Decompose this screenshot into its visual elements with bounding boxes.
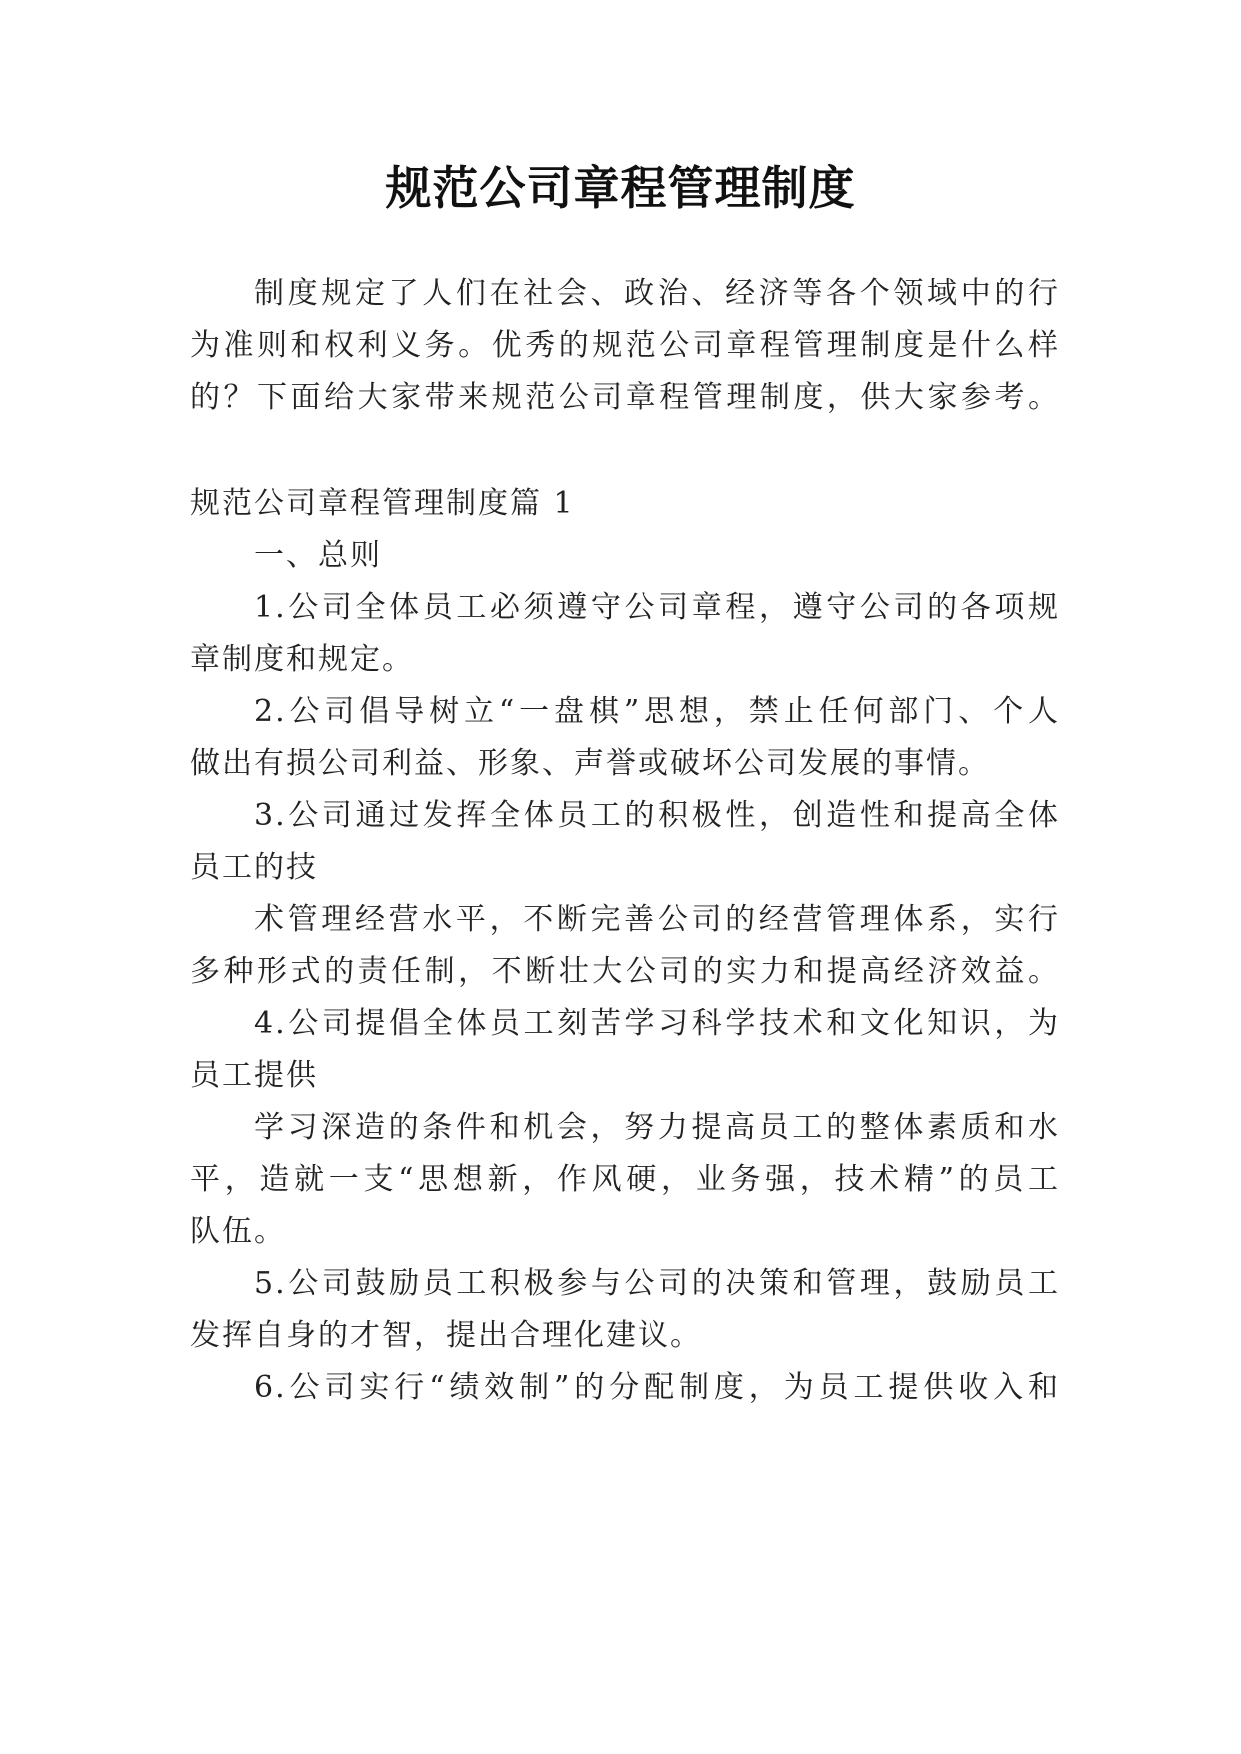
section-heading: 规范公司章程管理制度篇 1 bbox=[190, 486, 575, 521]
clause-4-cont-line-2: 平，造就一支“思想新，作风硬，业务强，技术精”的员工 bbox=[190, 1162, 1060, 1197]
clause-6-line-1: 6.公司实行“绩效制”的分配制度，为员工提供收入和 bbox=[254, 1370, 1060, 1405]
clause-3-cont-line-2: 多种形式的责任制，不断壮大公司的实力和提高经济效益。 bbox=[190, 954, 1060, 989]
clause-1-line-2: 章制度和规定。 bbox=[190, 642, 414, 677]
clause-4-line-1: 4.公司提倡全体员工刻苦学习科学技术和文化知识，为 bbox=[254, 1006, 1060, 1041]
clause-3-cont-line-1: 术管理经营水平，不断完善公司的经营管理体系，实行 bbox=[254, 902, 1060, 937]
clause-4-cont-line-3: 队伍。 bbox=[190, 1214, 286, 1249]
clause-2-line-1: 2.公司倡导树立“一盘棋”思想，禁止任何部门、个人 bbox=[254, 694, 1060, 729]
clause-5-line-2: 发挥自身的才智，提出合理化建议。 bbox=[190, 1318, 702, 1353]
intro-line-2: 为准则和权利义务。优秀的规范公司章程管理制度是什么样 bbox=[190, 328, 1060, 363]
clause-5-line-1: 5.公司鼓励员工积极参与公司的决策和管理，鼓励员工 bbox=[254, 1266, 1060, 1301]
clause-4-line-2: 员工提供 bbox=[190, 1058, 318, 1093]
subheading-general-rules: 一、总则 bbox=[254, 538, 382, 573]
clause-1-line-1: 1.公司全体员工必须遵守公司章程，遵守公司的各项规 bbox=[254, 590, 1060, 625]
clause-2-line-2: 做出有损公司利益、形象、声誉或破坏公司发展的事情。 bbox=[190, 746, 990, 781]
intro-line-1: 制度规定了人们在社会、政治、经济等各个领域中的行 bbox=[254, 276, 1060, 311]
intro-line-3: 的？下面给大家带来规范公司章程管理制度，供大家参考。 bbox=[190, 380, 1060, 415]
document-title: 规范公司章程管理制度 bbox=[385, 161, 856, 215]
clause-4-cont-line-1: 学习深造的条件和机会，努力提高员工的整体素质和水 bbox=[254, 1110, 1060, 1145]
clause-3-line-1: 3.公司通过发挥全体员工的积极性，创造性和提高全体 bbox=[254, 798, 1060, 833]
clause-3-line-2: 员工的技 bbox=[190, 850, 318, 885]
